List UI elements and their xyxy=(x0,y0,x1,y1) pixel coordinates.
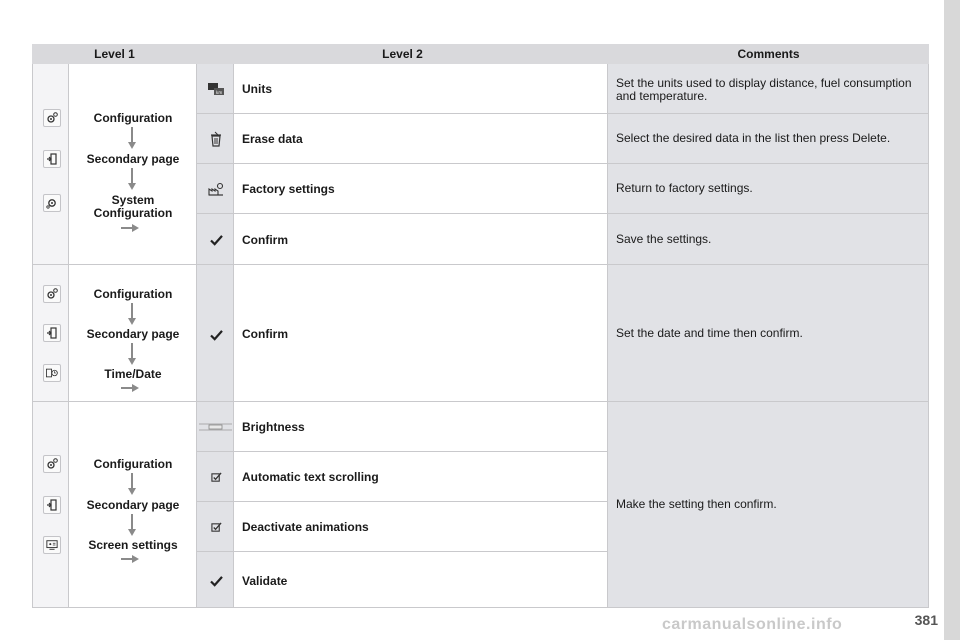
checkmark-icon xyxy=(207,573,225,589)
level2-icon-cell xyxy=(197,452,234,502)
arrow-down-icon xyxy=(127,473,137,495)
secondary-page-icon xyxy=(43,496,61,514)
comment-text: Select the desired data in the list then press Delete. xyxy=(616,131,891,145)
section-level1-path xyxy=(69,265,197,402)
checkbox-icon xyxy=(207,519,225,535)
level2-deactivate-animations-label: Deactivate animations xyxy=(242,520,369,534)
header-level2: Level 2 xyxy=(197,44,608,64)
level2-validate-label: Validate xyxy=(242,574,288,588)
comment-text: Save the settings. xyxy=(616,232,712,246)
arrow-down-icon xyxy=(127,303,137,325)
level2-icon-cell xyxy=(197,552,234,608)
svg-text:km: km xyxy=(216,90,223,95)
arrow-down-icon xyxy=(127,343,137,365)
slider-icon xyxy=(199,419,232,435)
level1-time-date: Time/Date xyxy=(104,367,162,381)
page-number: 381 xyxy=(914,612,938,628)
level2-auto-scroll-label: Automatic text scrolling xyxy=(242,470,379,484)
arrow-down-icon xyxy=(127,168,137,190)
level1-system-configuration: System Configuration xyxy=(93,193,173,220)
level2-text-cell xyxy=(234,452,608,502)
arrow-down-icon xyxy=(127,127,137,149)
system-config-icon xyxy=(43,194,61,212)
page-edge-strip xyxy=(944,0,960,640)
comment-cell xyxy=(608,265,929,402)
level1-configuration: Configuration xyxy=(93,457,173,471)
level2-erase-data-label: Erase data xyxy=(242,132,303,146)
level2-icon-cell xyxy=(197,114,234,164)
comment-text: Make the setting then confirm. xyxy=(616,497,777,511)
level2-text-cell xyxy=(234,114,608,164)
level2-text-cell xyxy=(234,552,608,608)
level2-confirm-label: Confirm xyxy=(242,233,288,247)
level2-icon-cell xyxy=(197,64,234,114)
comment-cell xyxy=(608,402,929,608)
secondary-page-icon xyxy=(43,324,61,342)
level2-text-cell xyxy=(234,164,608,214)
level1-secondary-page: Secondary page xyxy=(86,498,180,512)
checkmark-icon xyxy=(207,232,225,248)
arrow-down-icon xyxy=(127,514,137,536)
level2-icon-cell xyxy=(197,265,234,402)
level2-icon-cell xyxy=(197,402,234,452)
watermark: carmanualsonline.info xyxy=(662,616,843,633)
clock-icon xyxy=(43,364,61,382)
level2-confirm-label: Confirm xyxy=(242,327,288,341)
units-icon xyxy=(207,81,225,97)
gear-icon xyxy=(43,455,61,473)
comment-text: Set the units used to display distance, fuel consumption and temperature. xyxy=(616,76,912,103)
secondary-page-icon xyxy=(43,150,61,168)
comment-cell xyxy=(608,164,929,214)
section-icons-column xyxy=(32,64,69,265)
level2-text-cell xyxy=(234,64,608,114)
level1-secondary-page: Secondary page xyxy=(86,327,180,341)
level2-brightness-label: Brightness xyxy=(242,420,305,434)
level1-screen-settings: Screen settings xyxy=(88,538,178,552)
level2-text-cell xyxy=(234,402,608,452)
arrow-right-icon xyxy=(121,554,139,564)
section-icons-column xyxy=(32,402,69,608)
header-comments: Comments xyxy=(608,44,929,64)
arrow-right-icon xyxy=(121,223,139,233)
factory-settings-icon xyxy=(207,181,225,197)
comment-cell xyxy=(608,114,929,164)
section-level1-path xyxy=(69,64,197,265)
checkbox-icon xyxy=(207,469,225,485)
trash-icon xyxy=(207,131,225,147)
screen-icon xyxy=(43,536,61,554)
gear-icon xyxy=(43,109,61,127)
level1-secondary-page: Secondary page xyxy=(86,152,180,166)
level2-icon-cell xyxy=(197,164,234,214)
level2-text-cell xyxy=(234,265,608,402)
level2-text-cell xyxy=(234,214,608,265)
level2-icon-cell xyxy=(197,502,234,552)
checkmark-icon xyxy=(207,327,225,343)
arrow-right-icon xyxy=(121,383,139,393)
level2-text-cell xyxy=(234,502,608,552)
gear-icon xyxy=(43,285,61,303)
level1-configuration: Configuration xyxy=(93,287,173,301)
comment-cell xyxy=(608,214,929,265)
section-level1-path xyxy=(69,402,197,608)
comment-cell xyxy=(608,64,929,114)
comment-text: Set the date and time then confirm. xyxy=(616,326,803,340)
section-icons-column xyxy=(32,265,69,402)
level2-units-label: Units xyxy=(242,82,272,96)
comment-text: Return to factory settings. xyxy=(616,181,753,195)
header-level1: Level 1 xyxy=(32,44,197,64)
level2-icon-cell xyxy=(197,214,234,265)
level1-configuration: Configuration xyxy=(93,111,173,125)
level2-factory-settings-label: Factory settings xyxy=(242,182,335,196)
